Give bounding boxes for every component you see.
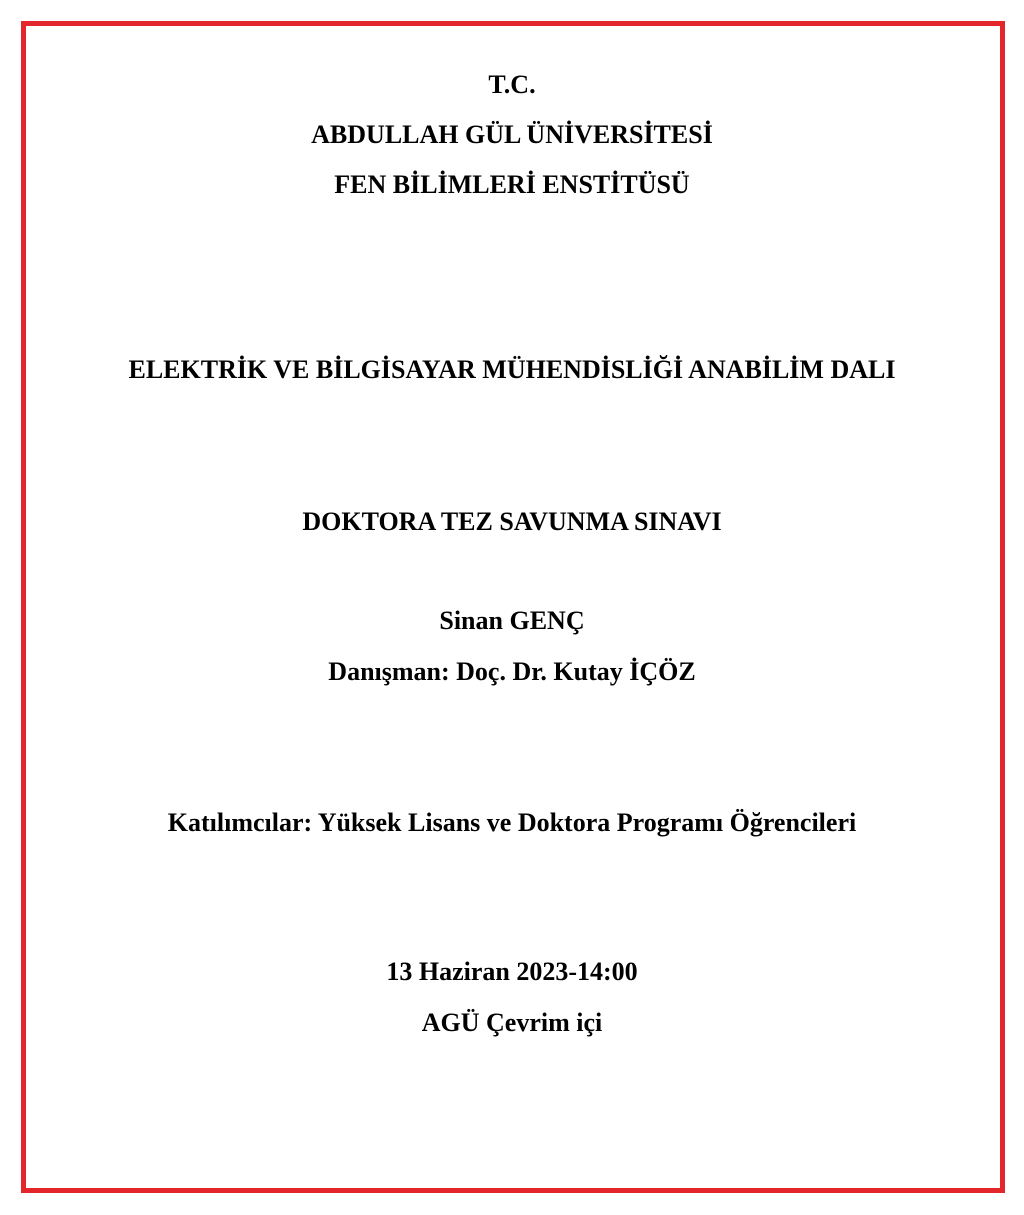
exam-datetime: 13 Haziran 2023-14:00 — [386, 957, 638, 986]
institute-heading: FEN BİLİMLERİ ENSTİTÜSÜ — [334, 170, 690, 199]
exam-location: AGÜ Çevrim içi — [421, 1008, 603, 1037]
advisor-line: Danışman: Doç. Dr. Kutay İÇÖZ — [328, 657, 696, 686]
exam-title: DOKTORA TEZ SAVUNMA SINAVI — [302, 507, 722, 536]
participants-line: Katılımcılar: Yüksek Lisans ve Doktora Programı Öğrencileri — [167, 808, 857, 837]
university-heading: ABDULLAH GÜL ÜNİVERSİTESİ — [311, 120, 713, 149]
country-heading: T.C. — [488, 70, 536, 99]
candidate-name: Sinan GENÇ — [439, 606, 585, 635]
department-heading: ELEKTRİK VE BİLGİSAYAR MÜHENDİSLİĞİ ANABİLİM DALI — [128, 355, 896, 384]
